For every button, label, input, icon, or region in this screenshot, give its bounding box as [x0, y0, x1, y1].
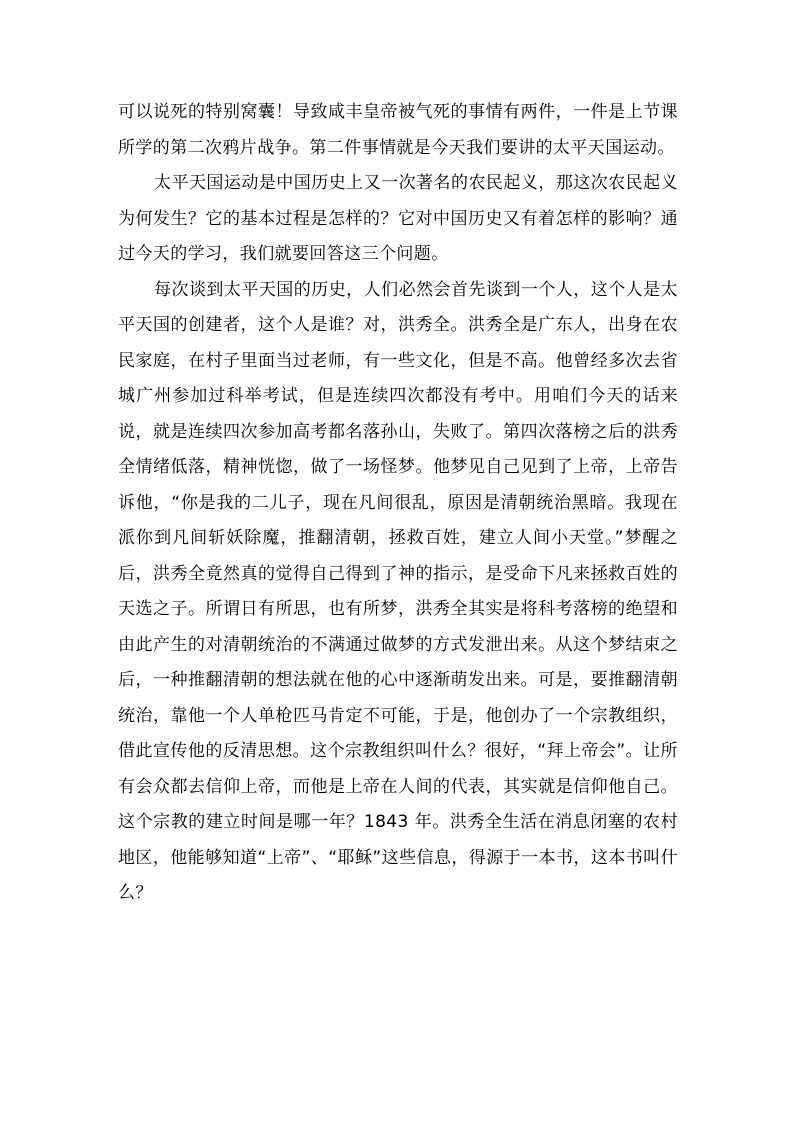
- document-body: [118, 95, 678, 912]
- paragraph-1: 可以说死的特别窝囊！导致咸丰皇帝被气死的事情有两件，一件是上节课所学的第二次鸦片战争。第二件事情就是今天我们要讲的太平天国运动。: [118, 102, 678, 158]
- paragraph-3: 每次谈到太平天国的历史，人们必然会首先谈到一个人，这个人是太平天国的创建者，这个人是谁？对，洪秀全。洪秀全是广东人，出身在农民家庭，在村子里面当过老师，有一些文化，但是不高。他曾经多次去省城广州参加过科举考试，但是连续四次都没有考中。用咱们今天的话来说，就是连续四次参加高考都名落孙山，失败了。第四次落榜之后的洪秀全情绪低落，精神恍惚，做了一场怪梦。他梦见自己见到了上帝，上帝告诉他，“你是我的二儿子，现在凡间很乱，原因是清朝统治黑暗。我现在派你到凡间斩妖除魔，推翻清朝，拯救百姓，建立人间小天堂。”梦醒之后，洪秀全竟然真的觉得自己得到了神的指示，是受命下凡来拯救百姓的天选之子。所谓日有所思，也有所梦，洪秀全其实是将科考落榜的绝望和由此产生的对清朝统治的不满通过做梦的方式发泄出来。从这个梦结束之后，一种推翻清朝的想法就在他的心中逐渐萌发出来。可是，要推翻清朝统治，靠他一个人单枪匹马肯定不可能，于是，他创办了一个宗教组织，借此宣传他的反清思想。这个宗教组织叫什么？很好，“拜上帝会”。让所有会众都去信仰上帝，而他是上帝在人间的代表，其实就是信仰他自己。这个宗教的建立时间是哪一年？1843 年。洪秀全生活在消息闭塞的农村地区，他能够知道“上帝”、“耶稣”这些信息，得源于一本书，这本书叫什么？: [118, 279, 678, 903]
- paragraph-2: 太平天国运动是中国历史上又一次著名的农民起义，那这次农民起义为何发生？它的基本过程是怎样的？它对中国历史又有着怎样的影响？通过今天的学习，我们就要回答这三个问题。: [118, 173, 678, 264]
